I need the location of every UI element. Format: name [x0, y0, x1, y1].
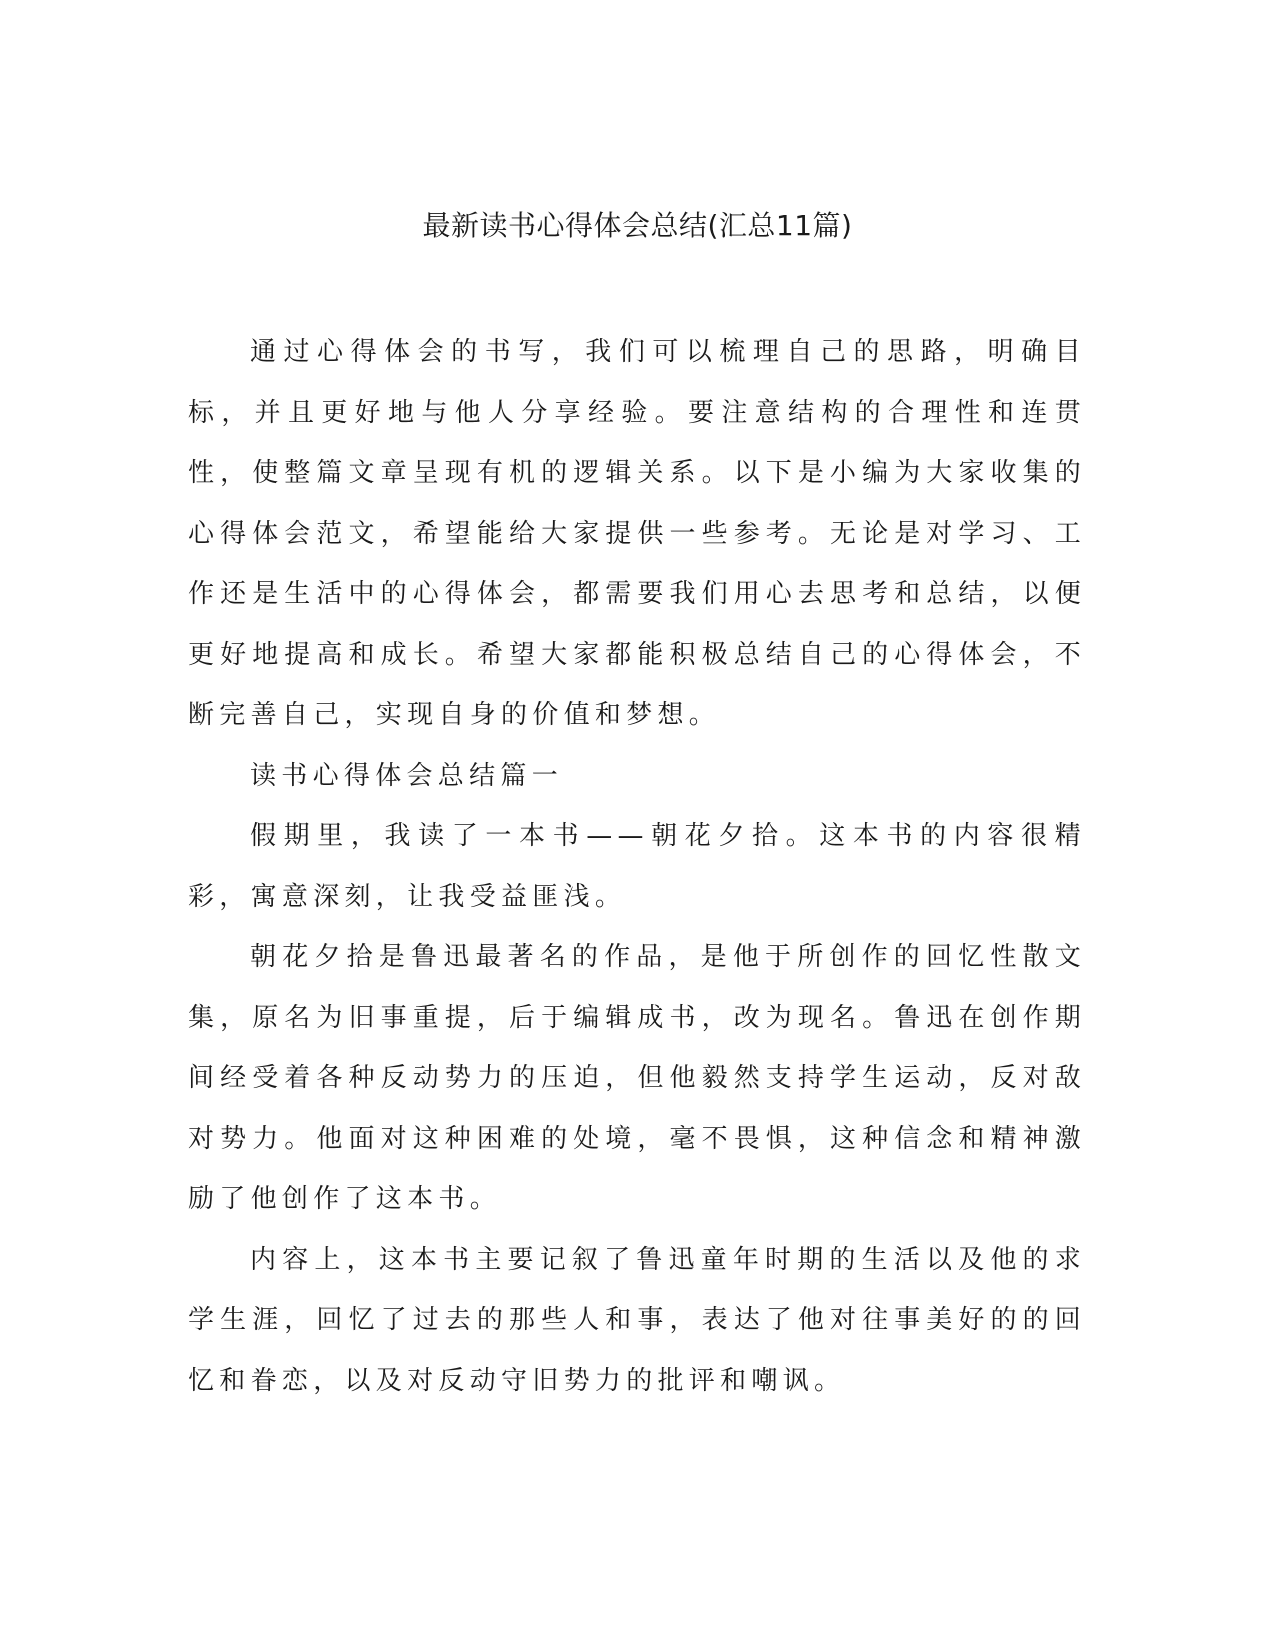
section-heading: 读书心得体会总结篇一 [250, 760, 564, 791]
document-body [188, 322, 1086, 1411]
body-paragraph: 假期里，我读了一本书——朝花夕拾。这本书的内容很精彩，寓意深刻，让我受益匪浅。 [188, 821, 1086, 912]
document-title: 最新读书心得体会总结(汇总11篇) [422, 209, 853, 242]
body-paragraph: 朝花夕拾是鲁迅最著名的作品，是他于所创作的回忆性散文集，原名为旧事重提，后于编辑成书，改为现名。鲁迅在创作期间经受着各种反动势力的压迫，但他毅然支持学生运动，反对敌对势力。他面对这种困难的处境，毫不畏惧，这种信念和精神激励了他创作了这本书。 [188, 942, 1086, 1214]
intro-paragraph: 通过心得体会的书写，我们可以梳理自己的思路，明确目标，并且更好地与他人分享经验。要注意结构的合理性和连贯性，使整篇文章呈现有机的逻辑关系。以下是小编为大家收集的心得体会范文，希望能给大家提供一些参考。无论是对学习、工作还是生活中的心得体会，都需要我们用心去思考和总结，以便更好地提高和成长。希望大家都能积极总结自己的心得体会，不断完善自己，实现自身的价值和梦想。 [188, 337, 1086, 730]
body-paragraph: 内容上，这本书主要记叙了鲁迅童年时期的生活以及他的求学生涯，回忆了过去的那些人和事，表达了他对往事美好的的回忆和眷恋，以及对反动守旧势力的批评和嘲讽。 [188, 1244, 1086, 1396]
